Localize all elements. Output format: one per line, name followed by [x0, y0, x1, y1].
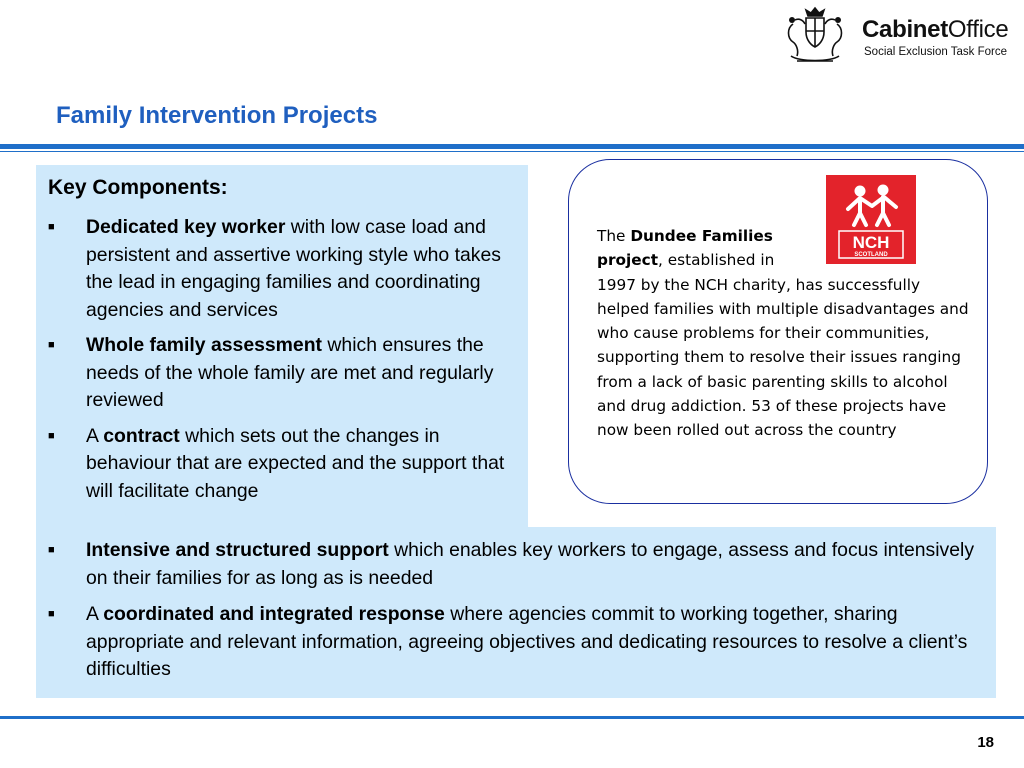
nch-logo-subtext: SCOTLAND: [854, 252, 888, 258]
bullet-icon: ■: [48, 221, 55, 233]
key-components-list: [48, 214, 518, 513]
callout-line-1: The Dundee Families: [597, 227, 773, 245]
list-item: ■ Intensive and structured support which enables key workers to engage, assess and focus intensively on their families for as long as is needed: [48, 539, 975, 589]
page-title: Family Intervention Projects: [56, 102, 378, 129]
logo-subtitle: Social Exclusion Task Force: [864, 46, 1007, 58]
list-item: ■ Dedicated key worker with low case load and persistent and assertive working style who takes the lead in engaging families and coordinating agencies and services: [48, 216, 501, 321]
dundee-callout-text: [597, 224, 972, 443]
key-components-heading: Key Components:: [48, 176, 228, 199]
bullet-icon: ■: [48, 339, 55, 351]
list-item: ■ A contract which sets out the changes in behaviour that are expected and the support that will facilitate change: [48, 424, 505, 502]
bullet-icon: ■: [48, 429, 55, 442]
logo-brand-text: CabinetOffice: [862, 16, 1009, 43]
royal-crest-icon: [783, 4, 847, 66]
header-rule-thin: [0, 151, 1024, 152]
cabinet-office-logo: [783, 4, 1023, 66]
list-item: ■ A coordinated and integrated response where agencies commit to working together, sharing appropriate and relevant information, agreeing objectives and dedicating resources to resolve a client’s difficulties: [48, 603, 968, 680]
bullet-icon: ■: [48, 544, 55, 556]
nch-logo-text: NCH: [852, 233, 890, 252]
callout-body: 1997 by the NCH charity, has successfully helped families with multiple disadvantages and who cause problems for their communities, supporting them to resolve their issues ranging from a lack of basic parenting skills to alcohol and drug addiction. 53 of these projects have now been rolled out across the country: [597, 275, 969, 440]
footer-rule: [0, 716, 1024, 719]
header-rule: [0, 144, 1024, 149]
callout-line-2: project, established in: [597, 251, 775, 270]
list-item: ■ Whole family assessment which ensures the needs of the whole family are met and regularly reviewed: [48, 334, 494, 411]
key-components-list-continued: [48, 537, 983, 693]
page-number: 18: [977, 734, 994, 751]
bullet-icon: ■: [48, 608, 55, 620]
